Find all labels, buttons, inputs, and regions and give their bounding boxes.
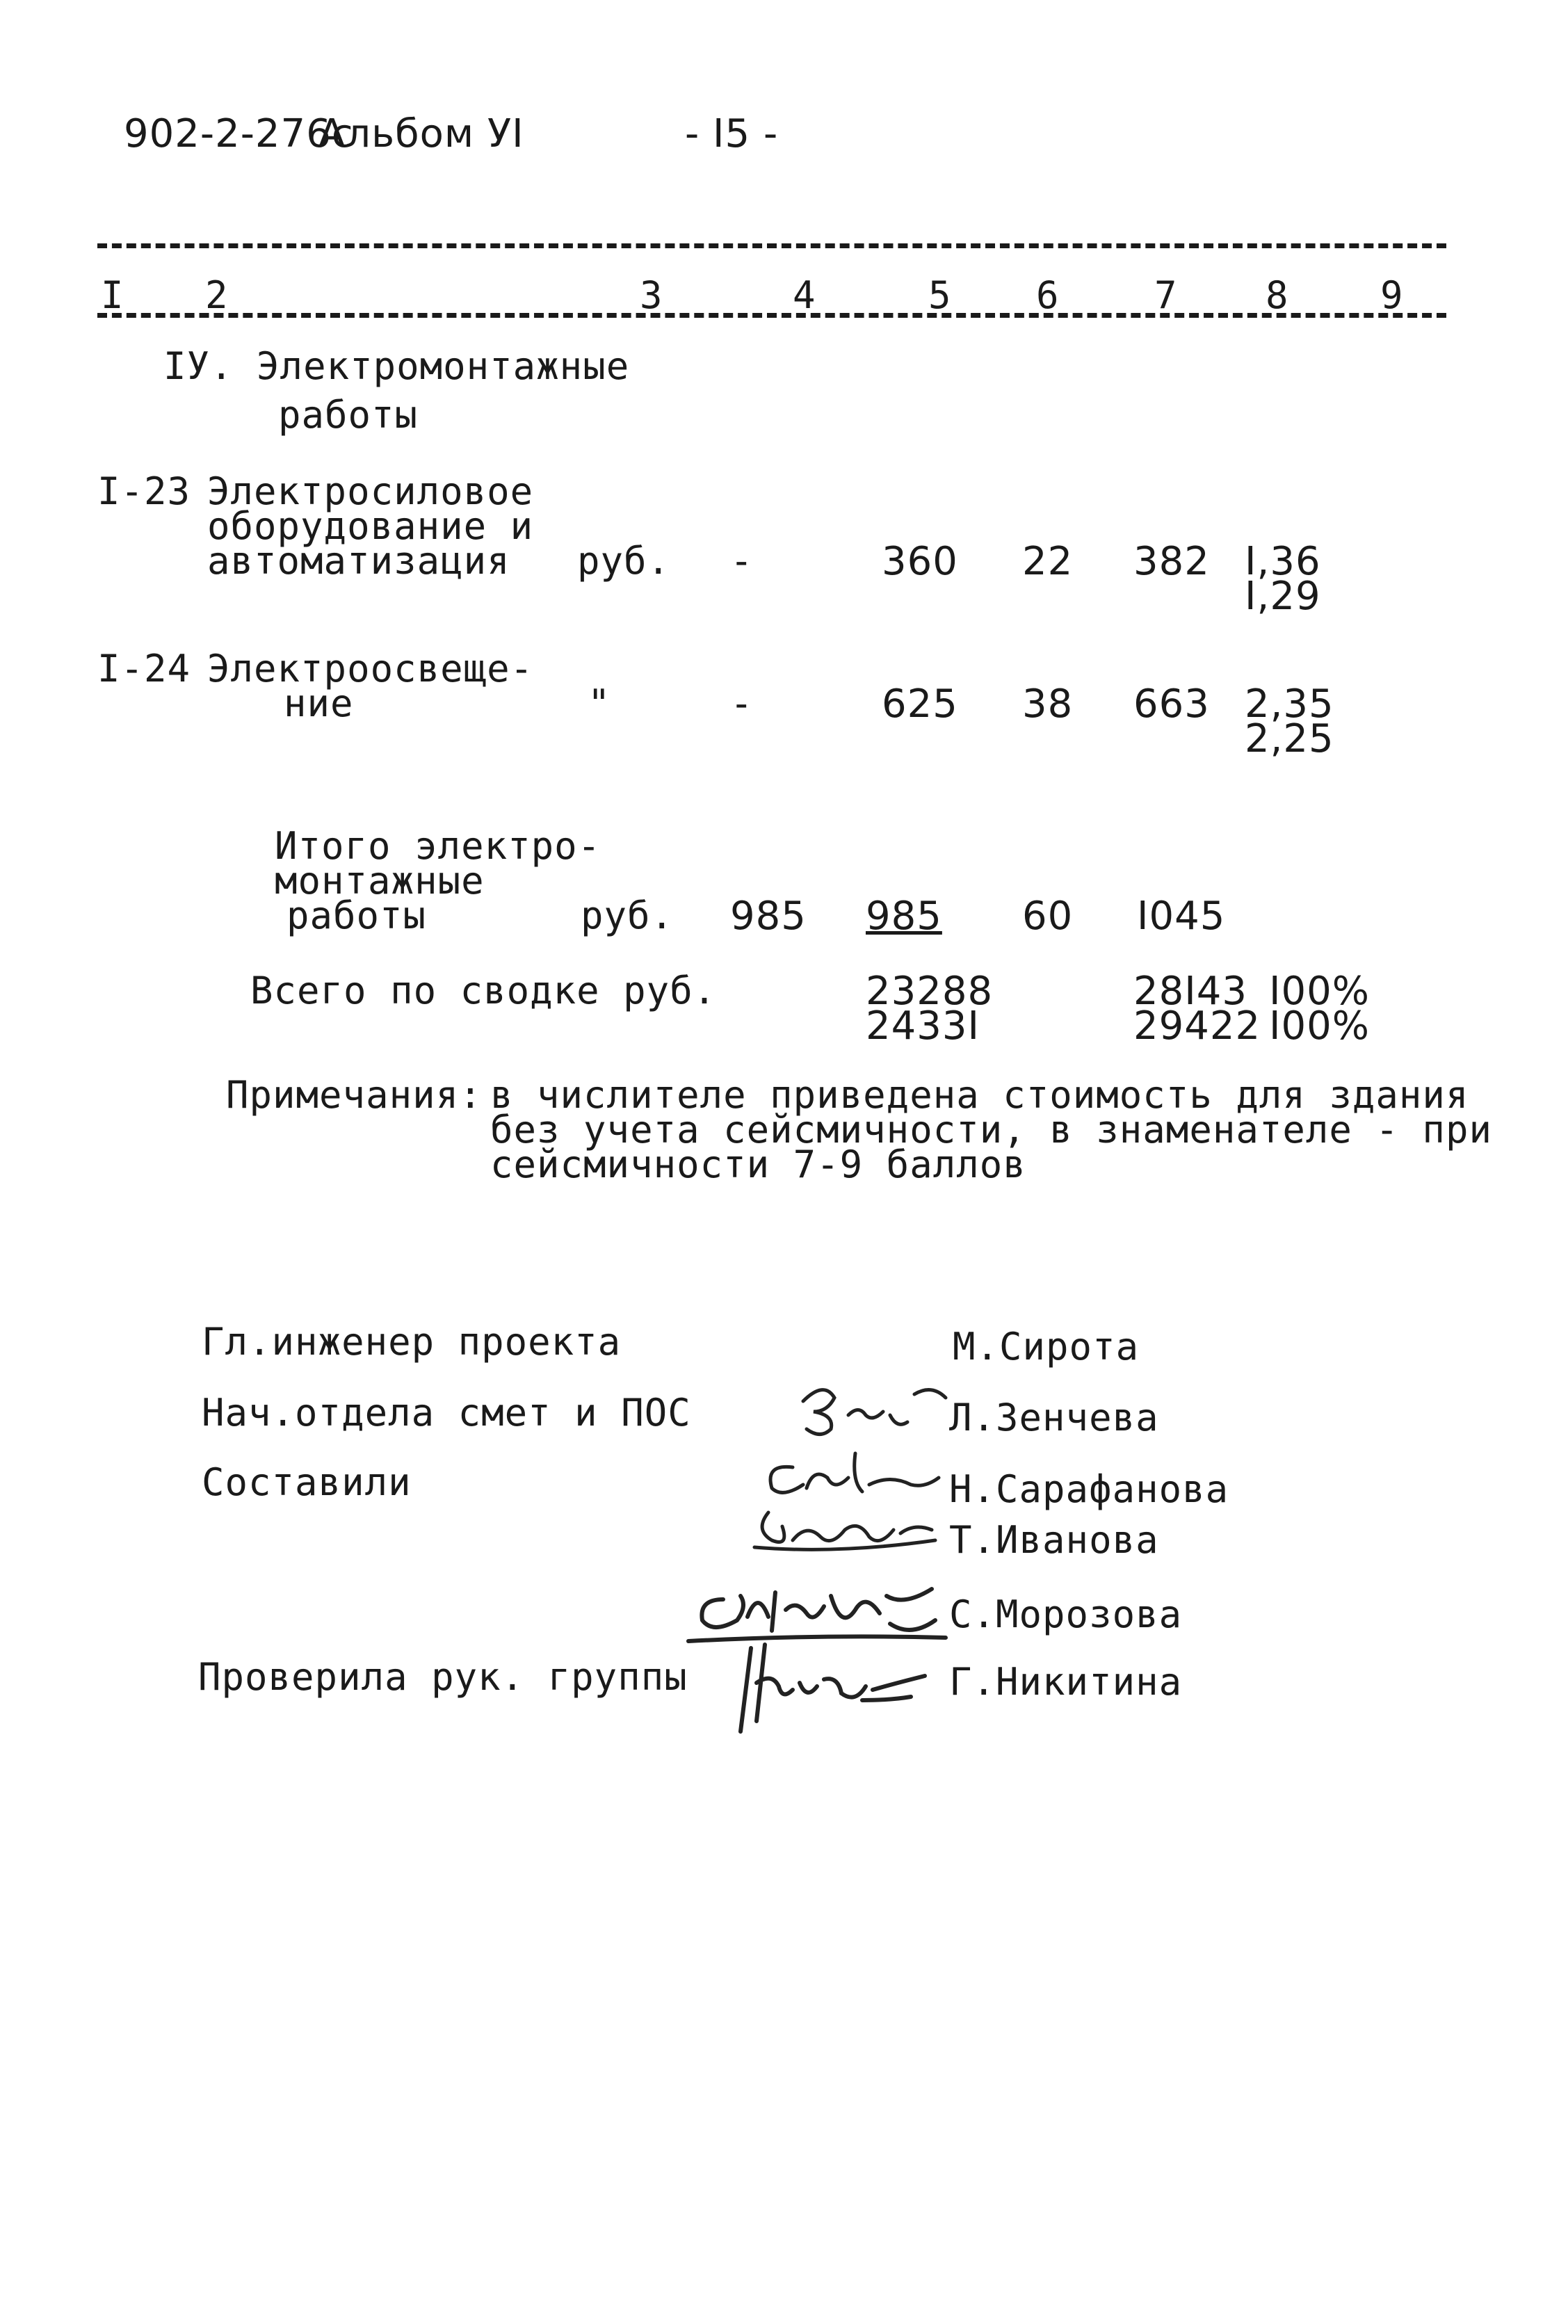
total-col8-numerator: I00%	[1269, 969, 1370, 1014]
signature-name: Н.Сарафанова	[949, 1467, 1229, 1511]
row-name-cont: ние	[284, 681, 354, 725]
row-unit: руб.	[577, 539, 671, 583]
subtotal-unit: руб.	[581, 894, 674, 937]
subtotal-col4: 985	[730, 894, 807, 939]
row-col7: 382	[1133, 539, 1210, 584]
signature-name: Т.Иванова	[949, 1518, 1159, 1562]
signature-role: Проверила рук. группы	[198, 1655, 688, 1699]
column-header-7: 7	[1154, 273, 1178, 317]
subtotal-label: Итого электро-	[275, 824, 601, 868]
row-name-cont: оборудование и	[207, 504, 534, 548]
table-top-rule	[97, 243, 1446, 248]
column-header-4: 4	[793, 273, 816, 317]
row-number: I-24	[97, 647, 191, 691]
column-header-9: 9	[1380, 273, 1404, 317]
row-col4: -	[730, 539, 754, 583]
signature-mark-ivanova	[741, 1499, 949, 1561]
row-col8-numerator: I,36	[1245, 539, 1321, 584]
row-col4: -	[730, 681, 754, 725]
page-number: - I5 -	[685, 111, 779, 156]
column-header-5: 5	[928, 273, 952, 317]
total-label: Всего по сводке руб.	[250, 969, 717, 1012]
total-col5-numerator: 23288	[866, 969, 994, 1014]
column-header-6: 6	[1036, 273, 1060, 317]
notes-label: Примечания:	[226, 1073, 483, 1117]
signature-role: Гл.инженер проекта	[202, 1320, 622, 1364]
total-col7-numerator: 28I43	[1133, 969, 1248, 1014]
total-col5-denominator: 2433I	[866, 1003, 980, 1049]
section-title-cont: работы	[278, 393, 419, 437]
row-unit: "	[588, 681, 611, 725]
notes-line: без учета сейсмичности, в знаменателе - при	[490, 1108, 1492, 1152]
total-col7-denominator: 29422	[1133, 1003, 1261, 1049]
row-col6: 38	[1022, 681, 1074, 727]
subtotal-col7: I045	[1137, 894, 1226, 939]
subtotal-label-cont: монтажные	[275, 859, 485, 903]
column-header-1: I	[101, 273, 124, 317]
signature-name: Г.Никитина	[949, 1660, 1183, 1704]
row-col5: 360	[882, 539, 958, 584]
signature-name: Л.Зенчева	[949, 1396, 1159, 1439]
row-name: Электросиловое	[207, 469, 534, 513]
row-col8-denominator: I,29	[1245, 574, 1321, 619]
row-number: I-23	[97, 469, 191, 513]
signature-name: С.Морозова	[949, 1592, 1183, 1636]
subtotal-label-cont: работы	[286, 894, 427, 937]
column-header-3: 3	[640, 273, 663, 317]
column-header-8: 8	[1266, 273, 1289, 317]
subtotal-col6: 60	[1022, 894, 1074, 939]
row-col8-numerator: 2,35	[1245, 681, 1334, 727]
subtotal-col5: 985	[866, 894, 942, 939]
document-code: 902-2-276с	[124, 111, 354, 156]
row-name: Электроосвеще-	[207, 647, 534, 691]
album-label: Альбом УI	[318, 111, 524, 156]
signature-role: Составили	[202, 1460, 412, 1504]
signature-role: Нач.отдела смет и ПОС	[202, 1391, 691, 1435]
row-name-cont: автоматизация	[207, 539, 510, 583]
column-header-2: 2	[205, 273, 229, 317]
total-col8-denominator: I00%	[1269, 1003, 1370, 1049]
signature-mark-nikitina	[723, 1634, 946, 1738]
signature-mark-zencheva	[793, 1373, 953, 1443]
row-col6: 22	[1022, 539, 1074, 584]
row-col5: 625	[882, 681, 958, 727]
row-col7: 663	[1133, 681, 1210, 727]
signature-name: М.Сирота	[953, 1325, 1140, 1369]
table-header-rule	[97, 313, 1446, 318]
section-title: IУ. Электромонтажные	[163, 344, 630, 388]
notes-line: сейсмичности 7-9 баллов	[490, 1143, 1026, 1186]
row-col8-denominator: 2,25	[1245, 716, 1334, 761]
notes-line: в числителе приведена стоимость для здания	[490, 1073, 1469, 1117]
